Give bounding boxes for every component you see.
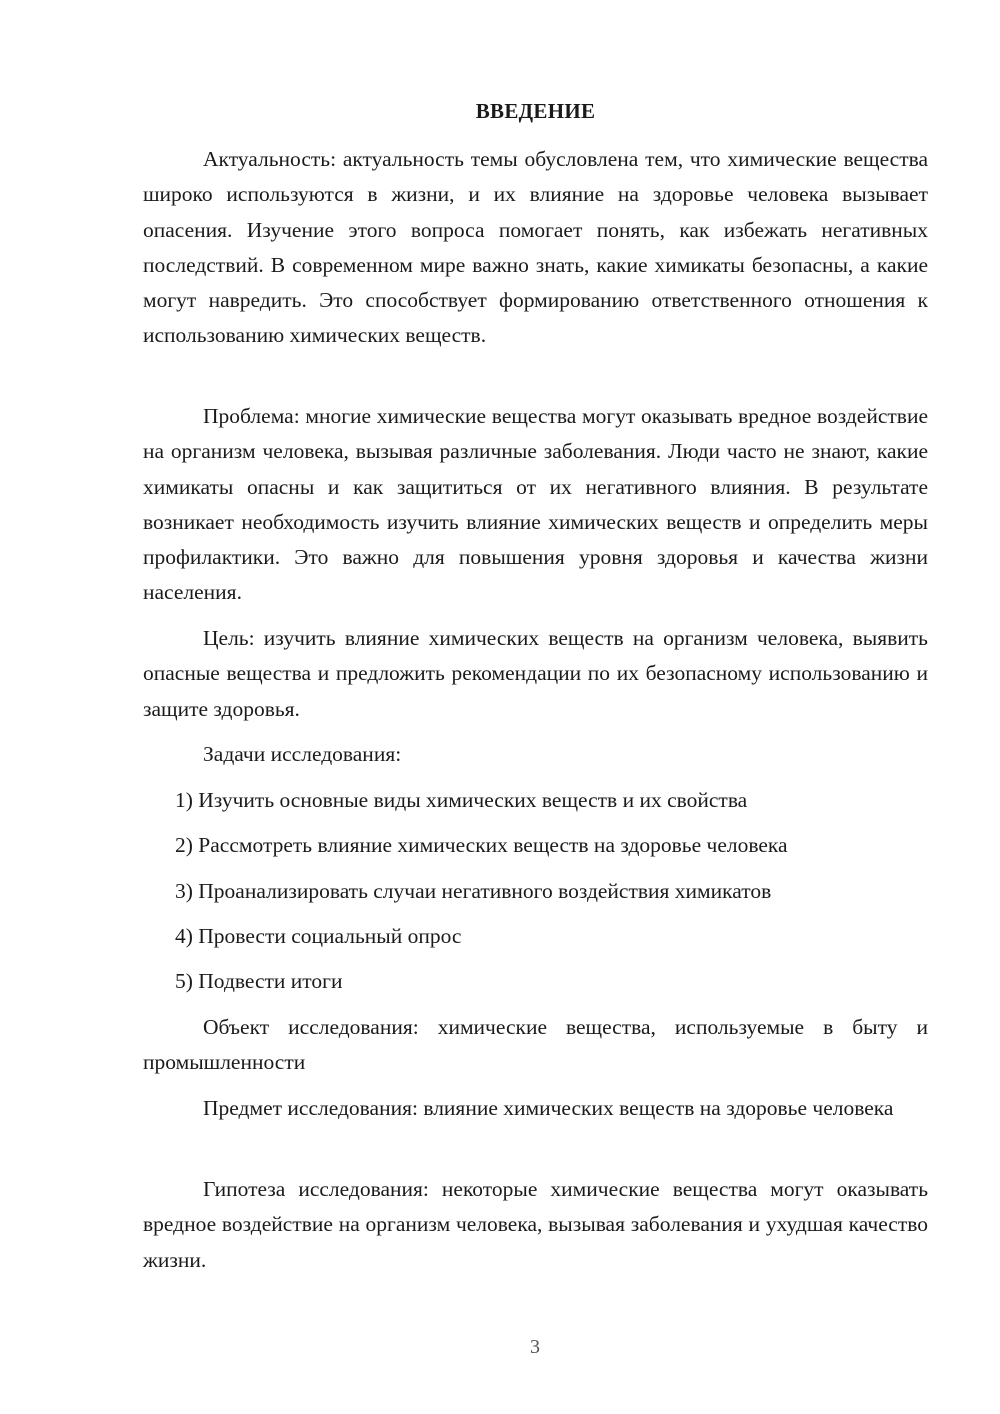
section-heading: ВВЕДЕНИЕ (475, 99, 596, 123)
paragraph-problem: Проблема: многие химические вещества могут оказывать вредное воздействие на организм человека, вызывая различные заболевания. Люди часто не знают, какие химикаты опасны и как защититься от их негативного влияния. В результате возникает необходимость изучить влияние химических веществ и определить меры профилактики. Это важно для повышения уровня здоровья и качества жизни населения. (143, 404, 928, 605)
paragraph-object: Объект исследования: химические вещества, используемые в быту и промышленности (143, 1015, 928, 1075)
paragraph-hypothesis: Гипотеза исследования: некоторые химические вещества могут оказывать вредное воздействие на организм человека, вызывая заболевания и ухудшая качество жизни. (143, 1177, 928, 1272)
task-item: 4) Провести социальный опрос (175, 924, 462, 948)
task-item: 5) Подвести итоги (175, 969, 343, 993)
paragraph-relevance: Актуальность: актуальность темы обусловлена тем, что химические вещества широко используются в жизни, и их влияние на здоровье человека вызывает опасения. Изучение этого вопроса помогает понять, как избежать негативных последствий. В современном мире важно знать, какие химикаты безопасны, а какие могут навредить. Это способствует формированию ответственного отношения к использованию химических веществ. (143, 147, 928, 348)
task-item: 3) Проанализировать случаи негативного воздействия химикатов (175, 879, 772, 903)
task-item: 2) Рассмотреть влияние химических веществ на здоровье человека (175, 833, 788, 857)
paragraph-subject: Предмет исследования: влияние химических веществ на здоровье человека (203, 1096, 894, 1120)
task-item: 1) Изучить основные виды химических веществ и их свойства (175, 788, 748, 812)
paragraph-goal: Цель: изучить влияние химических веществ на организм человека, выявить опасные вещества и предложить рекомендации по их безопасному использованию и защите здоровья. (143, 626, 928, 721)
tasks-title: Задачи исследования: (203, 742, 402, 766)
page-number: 3 (530, 1336, 540, 1358)
